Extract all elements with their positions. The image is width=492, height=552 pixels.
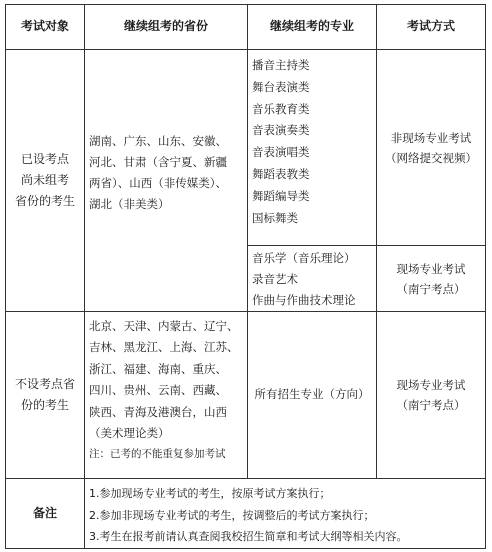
remark-item: 3.考生在报考前请认真查阅我校招生简章和考试大纲等相关内容。 <box>89 530 408 543</box>
major-item: 音乐教育类 <box>252 101 310 116</box>
target-line: 省份的考生 <box>14 194 75 208</box>
province-line: （美术理论类） <box>89 426 170 441</box>
majors-online-list <box>252 55 376 229</box>
target-without-sites <box>6 312 84 478</box>
province-line: 两省）、山西（非传媒类）、 <box>89 176 227 190</box>
method-line: 现场专业考试 <box>396 261 466 276</box>
target-line: 尚未组考 <box>20 173 69 187</box>
method-onsite-all <box>377 312 485 478</box>
remark-item: 2.参加非现场专业考试的考生，按调整后的考试方案执行； <box>89 508 375 522</box>
method-online <box>377 50 485 245</box>
major-item: 录音艺术 <box>252 272 298 286</box>
target-line: 已设考点 <box>20 152 69 166</box>
method-line: （南宁考点） <box>396 281 466 296</box>
method-onsite <box>377 246 485 311</box>
major-item: 舞蹈表教类 <box>252 166 310 181</box>
header-majors: 继续组考的专业 <box>269 19 354 34</box>
province-line: 河北、甘肃（含宁夏、新疆 <box>89 155 227 169</box>
target-line: 不设考点省 <box>14 377 75 391</box>
province-line: 陕西、青海及港澳台，山西 <box>89 404 227 419</box>
col-divider <box>84 5 85 549</box>
target-line: 份的考生 <box>20 398 69 412</box>
header-exam-target: 考试对象 <box>20 19 69 34</box>
major-item: 舞台表演类 <box>252 79 310 94</box>
major-item: 播音主持类 <box>252 58 310 72</box>
province-line: 浙江、福建、海南、重庆、 <box>89 361 227 376</box>
majors-onsite-list <box>252 248 376 311</box>
province-line: 湖北（非美类） <box>89 197 170 211</box>
province-line: 四川、贵州、云南、西藏、 <box>89 383 227 398</box>
majors-all <box>248 312 376 478</box>
major-item: 国标舞类 <box>252 210 298 225</box>
exam-arrangement-table <box>5 4 486 549</box>
province-note: 注：已考的不能重复参加考试 <box>89 448 226 461</box>
method-line: 非现场专业考试 <box>390 130 472 145</box>
major-item: 音表演奏类 <box>252 123 310 138</box>
province-line: 湖南、广东、山东、安徽、 <box>89 134 227 148</box>
major-item: 舞蹈编导类 <box>252 188 310 203</box>
remark-item: 1.参加现场专业考试的考生，按原考试方案执行； <box>89 487 331 500</box>
major-item: 作曲与作曲技术理论 <box>252 293 356 307</box>
method-line: 现场专业考试 <box>396 378 466 392</box>
major-item: 音乐学（音乐理论） <box>252 251 356 265</box>
remarks-list <box>89 483 485 548</box>
header-exam-method: 考试方式 <box>406 19 455 34</box>
method-line: （网络提交视频） <box>385 150 477 165</box>
major-item: 音表演唱类 <box>252 145 310 160</box>
provinces-without-sites <box>89 316 247 466</box>
remarks-label: 备注 <box>32 506 57 521</box>
header-provinces: 继续组考的省份 <box>123 19 208 34</box>
province-line: 吉林、黑龙江、上海、江苏、 <box>89 340 239 355</box>
target-with-sites <box>6 50 84 311</box>
province-line: 北京、天津、内蒙古、辽宁、 <box>89 319 239 333</box>
method-line: （南宁考点） <box>396 398 466 412</box>
provinces-with-sites <box>89 131 247 215</box>
major-item: 所有招生专业（方向） <box>254 387 370 402</box>
